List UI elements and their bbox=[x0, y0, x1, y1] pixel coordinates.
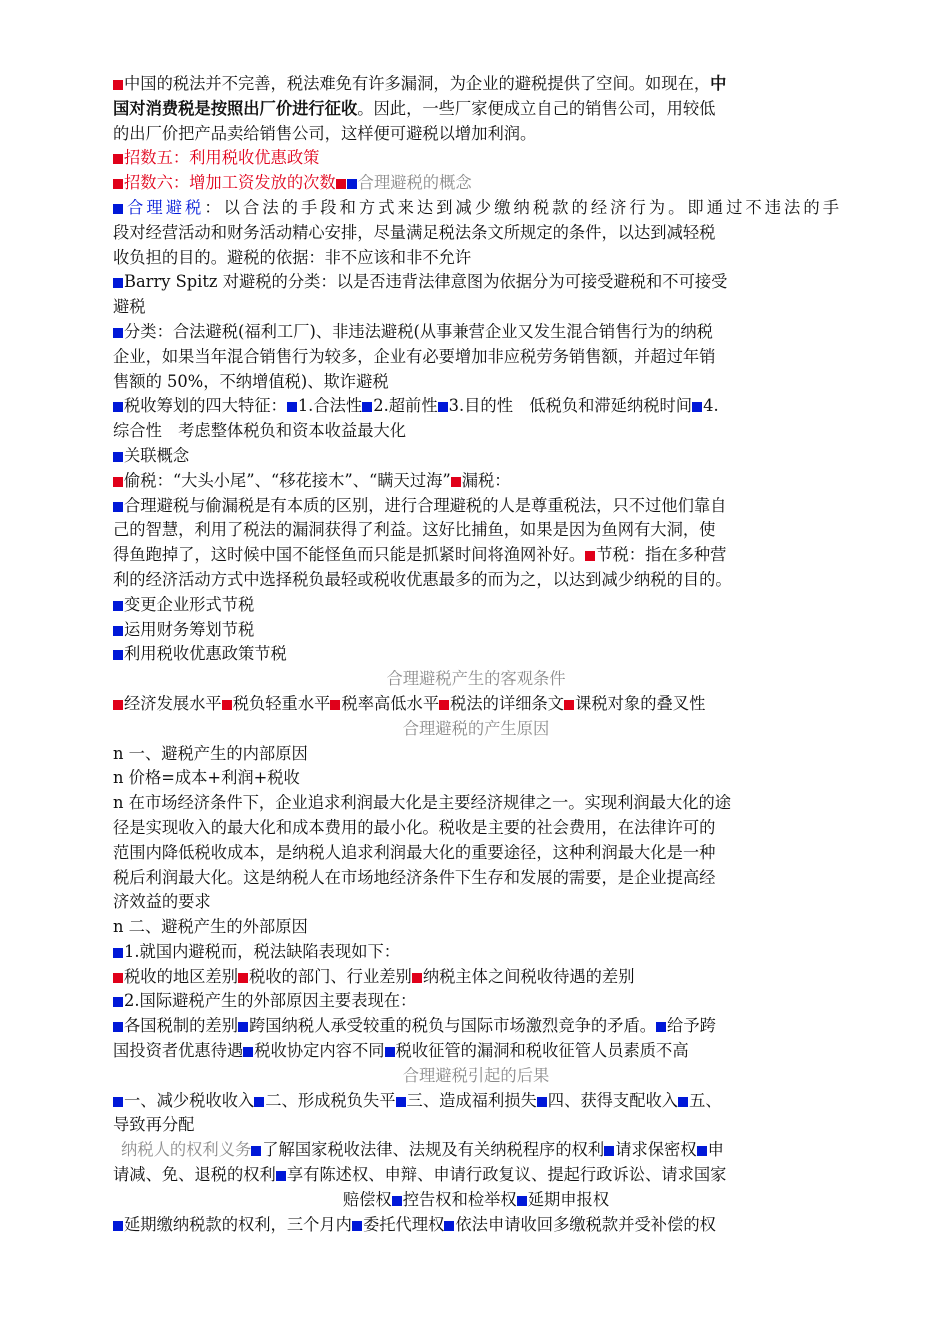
text-line: 偷税：“大头小尾”、“移花接木”、“瞒天过海” 漏税： bbox=[113, 469, 839, 494]
bullet-blue-square bbox=[113, 278, 123, 288]
bullet-blue-square bbox=[396, 1097, 406, 1107]
bullet-red-square bbox=[336, 179, 346, 189]
section-heading: 合理避税的产生原因 bbox=[402, 718, 550, 738]
text-line: Barry Spitz 对避税的分类：以是否违背法律意图为依据分为可接受避税和不可接受 bbox=[113, 270, 839, 295]
text-line: 分类：合法避税(福利工厂)、非违法避税(从事兼营企业又发生混合销售行为的纳税 bbox=[113, 320, 839, 345]
text-line: 的出厂价把产品卖给销售公司，这样便可避税以增加利润。 bbox=[113, 123, 537, 143]
bullet-blue-square bbox=[352, 1221, 362, 1231]
text-line: 税收的地区差别 税收的部门、行业差别 纳税主体之间税收待遇的差别 bbox=[113, 965, 839, 990]
bullet-red-square bbox=[238, 973, 248, 983]
bullet-blue-square bbox=[287, 402, 297, 412]
bullet-red-square bbox=[222, 700, 232, 710]
text-line: 径是实现收入的最大化和成本费用的最小化。税收是主要的社会费用，在法律许可的 bbox=[113, 817, 716, 837]
bullet-blue-square bbox=[656, 1022, 666, 1032]
bullet-red-square bbox=[113, 154, 123, 164]
text-line: 中国的税法并不完善，税法难免有许多漏洞，为企业的避税提供了空间。如现在，中 bbox=[113, 72, 839, 97]
bullet-red-square bbox=[412, 973, 422, 983]
bullet-red-square bbox=[113, 80, 123, 90]
list-item: 运用财务筹划节税 bbox=[113, 618, 839, 643]
bullet-blue-square bbox=[444, 1221, 454, 1231]
section-heading: 合理避税产生的客观条件 bbox=[386, 669, 566, 689]
text-line: 收负担的目的。避税的依据：非不应该和非不允许 bbox=[113, 247, 472, 267]
text-line: 国投资者优惠待遇 税收协定内容不同 税收征管的漏洞和税收征管人员素质不高 bbox=[113, 1041, 689, 1061]
bullet-blue-square bbox=[113, 402, 123, 412]
bullet-blue-square bbox=[113, 204, 123, 214]
bullet-red-square bbox=[113, 973, 123, 983]
list-item: 利用税收优惠政策节税 bbox=[113, 642, 839, 667]
text-line: 导致再分配 bbox=[113, 1115, 195, 1135]
bullet-blue-square bbox=[113, 1221, 123, 1231]
text-line: 税后利润最大化。这是纳税人在市场地经济条件下生存和发展的需要，是企业提高经 bbox=[113, 867, 716, 887]
text-line: 税收筹划的四大特征： 1.合法性 2.超前性 3.目的性 低税负和滞延纳税时间 4. bbox=[113, 394, 839, 419]
text-line: 企业，如果当年混合销售行为较多，企业有必要增加非应税劳务销售额，并超过年销 bbox=[113, 346, 716, 366]
bullet-blue-square bbox=[113, 502, 123, 512]
bullet-blue-square bbox=[113, 997, 123, 1007]
bullet-blue-square bbox=[517, 1196, 527, 1206]
text-line: 综合性 考虑整体税负和资本收益最大化 bbox=[113, 421, 407, 441]
bullet-blue-square bbox=[692, 402, 702, 412]
text-line: 段对经营活动和财务活动精心安排，尽量满足税法条文所规定的条件，以达到减轻税 bbox=[113, 222, 716, 242]
text-line: 关联概念 bbox=[113, 444, 839, 469]
text-line: 售额的 50%，不纳增值税)、欺诈避税 bbox=[113, 371, 389, 391]
bullet-red-square bbox=[113, 700, 123, 710]
bullet-blue-square bbox=[604, 1146, 614, 1156]
text-line: 1.就国内避税而，税法缺陷表现如下： bbox=[113, 940, 839, 965]
bullet-blue-square bbox=[697, 1146, 707, 1156]
bullet-blue-square bbox=[113, 328, 123, 338]
text-line: 一、减少税收收入 二、形成税负失平 三、造成福利损失 四、获得支配收入 五、 bbox=[113, 1089, 839, 1114]
bullet-blue-square bbox=[385, 1047, 395, 1057]
text-line: 合理避税与偷漏税是有本质的区别，进行合理避税的人是尊重税法，只不过他们靠自 bbox=[113, 494, 839, 519]
bullet-red-square bbox=[439, 700, 449, 710]
bullet-blue-square bbox=[238, 1022, 248, 1032]
bullet-blue-square bbox=[113, 650, 123, 660]
text-line: 己的智慧，利用了税法的漏洞获得了利益。这好比捕鱼，如果是因为鱼网有大洞，使 bbox=[113, 520, 716, 540]
bullet-red-square bbox=[113, 477, 123, 487]
text-line: n 在市场经济条件下，企业追求利润最大化是主要经济规律之一。实现利润最大化的途 bbox=[113, 793, 732, 813]
bullet-blue-square bbox=[347, 179, 357, 189]
bullet-blue-square bbox=[251, 1146, 261, 1156]
text-line: 各国税制的差别 跨国纳税人承受较重的税负与国际市场激烈竞争的矛盾。 给予跨 bbox=[113, 1014, 839, 1039]
text-line: 经济发展水平 税负轻重水平 税率高低水平 税法的详细条文 课税对象的叠叉性 bbox=[113, 692, 839, 717]
text-line: 避税 bbox=[113, 297, 146, 317]
text-line: n 二、避税产生的外部原因 bbox=[113, 917, 308, 937]
document-page bbox=[113, 72, 839, 1237]
bullet-blue-square bbox=[113, 948, 123, 958]
text-line: 得鱼跑掉了，这时候中国不能怪鱼而只能是抓紧时间将渔网补好。 节税：指在多种营 bbox=[113, 545, 727, 565]
text-line: n 价格=成本+利润+税收 bbox=[113, 768, 300, 788]
text-line: n 一、避税产生的内部原因 bbox=[113, 743, 308, 763]
bullet-red-square bbox=[585, 551, 595, 561]
bullet-blue-square bbox=[392, 1196, 402, 1206]
text-line: 请减、免、退税的权利 享有陈述权、申辩、申请行政复议、提起行政诉讼、请求国家 bbox=[113, 1165, 727, 1185]
bullet-blue-square bbox=[113, 626, 123, 636]
text-line: 延期缴纳税款的权利，三个月内 委托代理权 依法申请收回多缴税款并受补偿的权 bbox=[113, 1213, 839, 1238]
bullet-blue-square bbox=[276, 1171, 286, 1181]
list-item: 变更企业形式节税 bbox=[113, 593, 839, 618]
text-line: 济效益的要求 bbox=[113, 892, 211, 912]
bullet-blue-square bbox=[113, 1022, 123, 1032]
text-line: 国对消费税是按照出厂价进行征收。因此，一些厂家便成立自己的销售公司，用较低 bbox=[113, 98, 716, 118]
text-line: 范围内降低税收成本，是纳税人追求利润最大化的重要途径，这种利润最大化是一种 bbox=[113, 842, 716, 862]
text-line: 赔偿权 控告权和检举权 延期申报权 bbox=[342, 1189, 610, 1209]
bullet-blue-square bbox=[362, 402, 372, 412]
bullet-red-square bbox=[113, 179, 123, 189]
section-heading: 合理避税引起的后果 bbox=[402, 1065, 550, 1085]
text-line: 利的经济活动方式中选择税负最轻或税收优惠最多的而为之，以达到减少纳税的目的。 bbox=[113, 569, 732, 589]
definition-line: 合理避税：以合法的手段和方式来达到减少缴纳税款的经济行为。即通过不违法的手 bbox=[113, 196, 839, 221]
text-line: 纳税人的权利义务 了解国家税收法律、法规及有关纳税程序的权利 请求保密权 申 bbox=[121, 1140, 724, 1160]
bullet-blue-square bbox=[537, 1097, 547, 1107]
bullet-red-square bbox=[451, 477, 461, 487]
tip-five: 招数五：利用税收优惠政策 bbox=[113, 146, 839, 171]
text-line: 2.国际避税产生的外部原因主要表现在： bbox=[113, 989, 839, 1014]
bullet-red-square bbox=[330, 700, 340, 710]
bullet-blue-square bbox=[113, 452, 123, 462]
bullet-blue-square bbox=[113, 601, 123, 611]
bullet-blue-square bbox=[438, 402, 448, 412]
bullet-red-square bbox=[564, 700, 574, 710]
bullet-blue-square bbox=[113, 1097, 123, 1107]
bullet-blue-square bbox=[243, 1047, 253, 1057]
tip-six: 招数六：增加工资发放的次数 合理避税的概念 bbox=[113, 171, 839, 196]
bullet-blue-square bbox=[678, 1097, 688, 1107]
bullet-blue-square bbox=[254, 1097, 264, 1107]
